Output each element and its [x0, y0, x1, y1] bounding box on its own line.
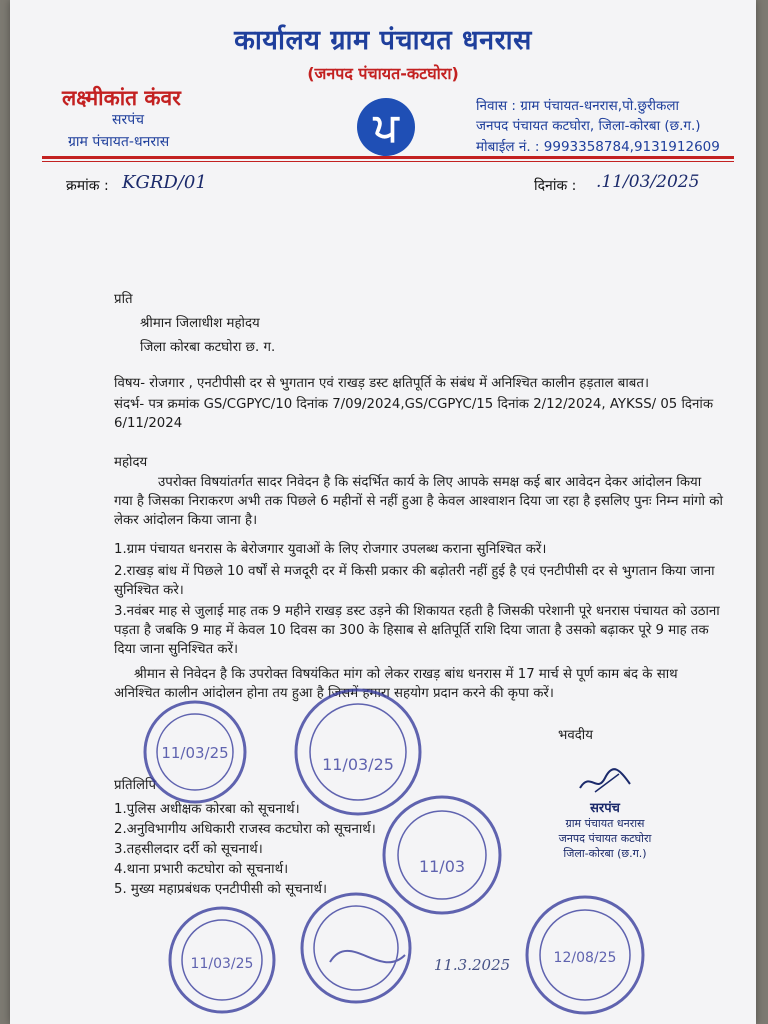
copy-to-heading: प्रतिलिपि	[114, 778, 157, 793]
date-value: .11/03/2025	[596, 172, 700, 192]
office-title: कार्यालय ग्राम पंचायत धनरास	[234, 25, 532, 56]
salutation: महोदय	[114, 455, 148, 470]
signature-line-3: जिला-कोरबा (छ.ग.)	[563, 847, 647, 860]
stamp-4-date: 11/03/25	[190, 956, 254, 972]
stamp-5-date: 11.3.2025	[433, 956, 511, 974]
address-line-1: निवास : ग्राम पंचायत-धनरास,पो.छुरीकला	[476, 98, 680, 114]
copy-item: 5. मुख्य महाप्रबंधक एनटीपीसी को सूचनार्थ।	[114, 882, 328, 897]
copy-item: 3.तहसीलदार दर्री को सूचनार्थ।	[114, 842, 263, 857]
stamp-4	[170, 908, 274, 1012]
date-label: दिनांक :	[534, 178, 577, 194]
copy-item: 2.अनुविभागीय अधिकारी राजस्व कटघोरा को सूचनार्थ।	[114, 822, 376, 837]
stamp-2-date: 11/03/25	[322, 755, 394, 774]
sarpanch-name: लक्ष्मीकांत कंवर	[62, 86, 181, 110]
recipient-line-1: श्रीमान जिलाधीश महोदय	[140, 316, 260, 331]
panchayat-logo-icon: ਪ	[357, 98, 415, 156]
sarpanch-designation: सरपंच	[112, 112, 145, 128]
letter-page	[10, 0, 756, 1024]
recipient-line-2: जिला कोरबा कटघोरा छ. ग.	[140, 340, 276, 355]
demand-point-2: 2.राखड़ बांध में पिछले 10 वर्षों से मजदूरी दर में किसी प्रकार की बढ़ोतरी नहीं हुई है एवं एनटीपीसी दर से भुगतान किया जाना सुनिश्चित करे।	[114, 564, 715, 598]
demand-point-1: 1.ग्राम पंचायत धनरास के बेरोजगार युवाओं के लिए रोजगार उपलब्ध कराना सुनिश्चित करें।	[114, 542, 547, 557]
stamp-2	[296, 690, 420, 814]
stamp-3	[384, 797, 500, 913]
closing-paragraph: श्रीमान से निवेदन है कि उपरोक्त विषयंकित मांग को लेकर राखड़ बांध धनरास में 17 मार्च से पूर्ण काम बंद के साथ अनिश्चित कालीन आंदोलन होना तय हुआ है जिसमें हमारा सहयोग प्रदान करने की कृपा करें।	[114, 667, 678, 701]
reference-line: संदर्भ- पत्र क्रमांक GS/CGPYC/10 दिनांक 7/09/2024,GS/CGPYC/15 दिनांक 2/12/2024, AYKSS/ 05 दिनांक 6/11/2024	[114, 397, 714, 431]
stamp-5	[302, 894, 510, 1002]
body-paragraph: उपरोक्त विषयांतर्गत सादर निवेदन है कि संदर्भित कार्य के लिए आपके समक्ष कई बार आवेदन देकर आंदोलन किया गया है जिसका निराकरण अभी तक पिछले 6 महीनों से नहीं हुआ है केवल आश्वाशन दिया जा रहा है इसलिए पुनः निम्न मांगो को लेकर आंदोलन किया जाना है।	[114, 475, 723, 528]
signature-line-1: ग्राम पंचायत धनरास	[565, 817, 645, 830]
subject-line: विषय- रोजगार , एनटीपीसी दर से भुगतान एवं राखड़ डस्ट क्षतिपूर्ति के संबंध में अनिश्चित कालीन हड़ताल बाबत।	[114, 376, 649, 391]
stamps-layer	[10, 0, 756, 1024]
prati-label: प्रति	[114, 292, 133, 307]
address-line-2: जनपद पंचायत कटघोरा, जिला-कोरबा (छ.ग.)	[476, 118, 701, 134]
mobile-line: मोबाईल नं. : 9993358784,9131912609	[476, 139, 720, 155]
office-subtitle: (जनपद पंचायत-कटघोरा)	[307, 64, 459, 83]
demand-point-3: 3.नवंबर माह से जुलाई माह तक 9 महीने राखड़ डस्ट उड़ने की शिकायत रहती है जिसकी परेशानी पूरे धनरास पंचायत को उठाना पड़ता है जबकि 9 माह में केवल 10 दिवस का 300 के हिसाब से क्षतिपूर्ति राशि दिया जाता है उसको बढ़ाकर पूरे 9 माह तक दिया जाना सुनिश्चित करें।	[114, 604, 720, 657]
stamp-6-date: 12/08/25	[553, 950, 617, 966]
copy-item: 1.पुलिस अधीक्षक कोरबा को सूचनार्थ।	[114, 802, 300, 817]
copy-item: 4.थाना प्रभारी कटघोरा को सूचनार्थ।	[114, 862, 289, 877]
reference-number-label: क्रमांक :	[66, 178, 109, 194]
sarpanch-panchayat: ग्राम पंचायत-धनरास	[68, 134, 170, 150]
stamp-3-date: 11/03	[418, 857, 466, 876]
yours-faithfully: भवदीय	[558, 728, 593, 743]
stamp-1	[145, 702, 245, 802]
stamp-6	[527, 897, 643, 1013]
stamp-1-date: 11/03/25	[161, 744, 229, 762]
reference-number-value: KGRD/01	[122, 172, 207, 193]
signature-role: सरपंच	[590, 801, 620, 816]
signature-line-2: जनपद पंचायत कटघोरा	[558, 832, 652, 845]
